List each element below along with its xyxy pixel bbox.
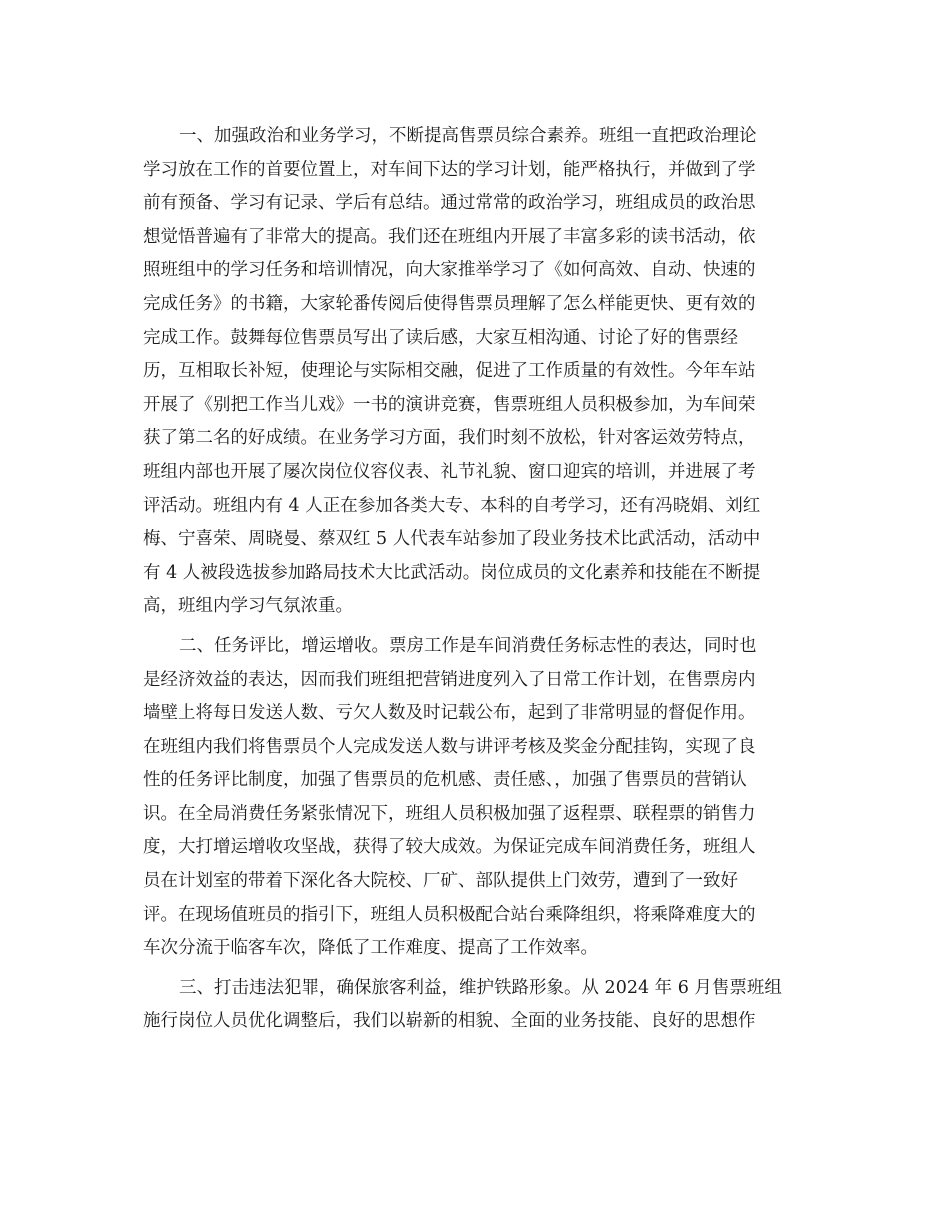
paragraph-line: 评活动。班组内有 4 人正在参加各类大专、本科的自考学习，还有冯晓娟、刘红 xyxy=(143,495,761,516)
paragraph-line: 评。在现场值班员的指引下，班组人员积极配合站台乘降组织，将乘降难度大的 xyxy=(143,904,756,925)
paragraph-line: 照班组中的学习任务和培训情况，向大家推举学习了《如何高效、自动、快速的 xyxy=(143,260,756,281)
paragraph-line: 施行岗位人员优化调整后，我们以崭新的相貌、全面的业务技能、良好的思想作 xyxy=(143,1011,756,1032)
paragraph-line: 车次分流于临客车次，降低了工作难度、提高了工作效率。 xyxy=(143,938,598,959)
paragraph-task-evaluation xyxy=(143,630,803,966)
paragraph-line: 在班组内我们将售票员个人完成发送人数与讲评考核及奖金分配挂钩，实现了良 xyxy=(143,736,756,757)
paragraph-crime-prevention xyxy=(143,972,803,1039)
paragraph-line: 二、任务评比，增运增收。票房工作是车间消费任务标志性的表达，同时也 xyxy=(179,635,757,656)
paragraph-line: 三、打击违法犯罪，确保旅客利益，维护铁路形象。从 2024 年 6 月售票班组 xyxy=(179,977,782,998)
paragraph-line: 前有预备、学习有记录、学后有总结。通过常常的政治学习，班组成员的政治思 xyxy=(143,193,756,214)
paragraph-line: 一、加强政治和业务学习，不断提高售票员综合素养。班组一直把政治理论 xyxy=(179,126,757,146)
paragraph-line: 员在计划室的带着下深化各大院校、厂矿、部队提供上门效劳，遭到了一致好 xyxy=(143,871,738,892)
paragraph-line: 想觉悟普遍有了非常大的提高。我们还在班组内开展了丰富多彩的读书活动，依 xyxy=(143,226,756,247)
paragraph-line: 历，互相取长补短，使理论与实际相交融，促进了工作质量的有效性。今年车站 xyxy=(143,361,756,382)
paragraph-line: 性的任务评比制度，加强了售票员的危机感、责任感、，加强了售票员的营销认 xyxy=(143,770,747,791)
paragraph-line: 度，大打增运增收攻坚战，获得了较大成效。为保证完成车间消费任务，班组人 xyxy=(143,837,756,858)
paragraph-line: 学习放在工作的首要位置上，对车间下达的学习计划，能严格执行，并做到了学 xyxy=(143,159,756,180)
document-body xyxy=(143,120,803,1045)
paragraph-line: 获了第二名的好成绩。在业务学习方面，我们时刻不放松，针对客运效劳特点， xyxy=(143,428,756,449)
paragraph-line: 梅、宁喜荣、周晓曼、蔡双红 5 人代表车站参加了段业务技术比武活动，活动中 xyxy=(143,529,761,550)
paragraph-line: 完成工作。鼓舞每位售票员写出了读后感，大家互相沟通、讨论了好的售票经 xyxy=(143,327,738,348)
paragraph-line: 有 4 人被段选拔参加路局技术大比武活动。岗位成员的文化素养和技能在不断提 xyxy=(143,562,761,583)
paragraph-line: 开展了《别把工作当儿戏》一书的演讲竞赛，售票班组人员积极参加，为车间荣 xyxy=(143,394,756,415)
paragraph-line: 是经济效益的表达，因而我们班组把营销进度列入了日常工作计划，在售票房内 xyxy=(143,669,756,690)
paragraph-line: 识。在全局消费任务紧张情况下，班组人员积极加强了返程票、联程票的销售力 xyxy=(143,803,756,824)
paragraph-line: 班组内部也开展了屡次岗位仪容仪表、礼节礼貌、窗口迎宾的培训，并进展了考 xyxy=(143,461,756,482)
paragraph-political-study xyxy=(143,120,803,624)
paragraph-line: 完成任务》的书籍，大家轮番传阅后使得售票员理解了怎么样能更快、更有效的 xyxy=(143,293,756,314)
paragraph-line: 墙壁上将每日发送人数、亏欠人数及时记载公布，起到了非常明显的督促作用。 xyxy=(143,703,756,724)
paragraph-line: 高，班组内学习气氛浓重。 xyxy=(143,596,353,617)
